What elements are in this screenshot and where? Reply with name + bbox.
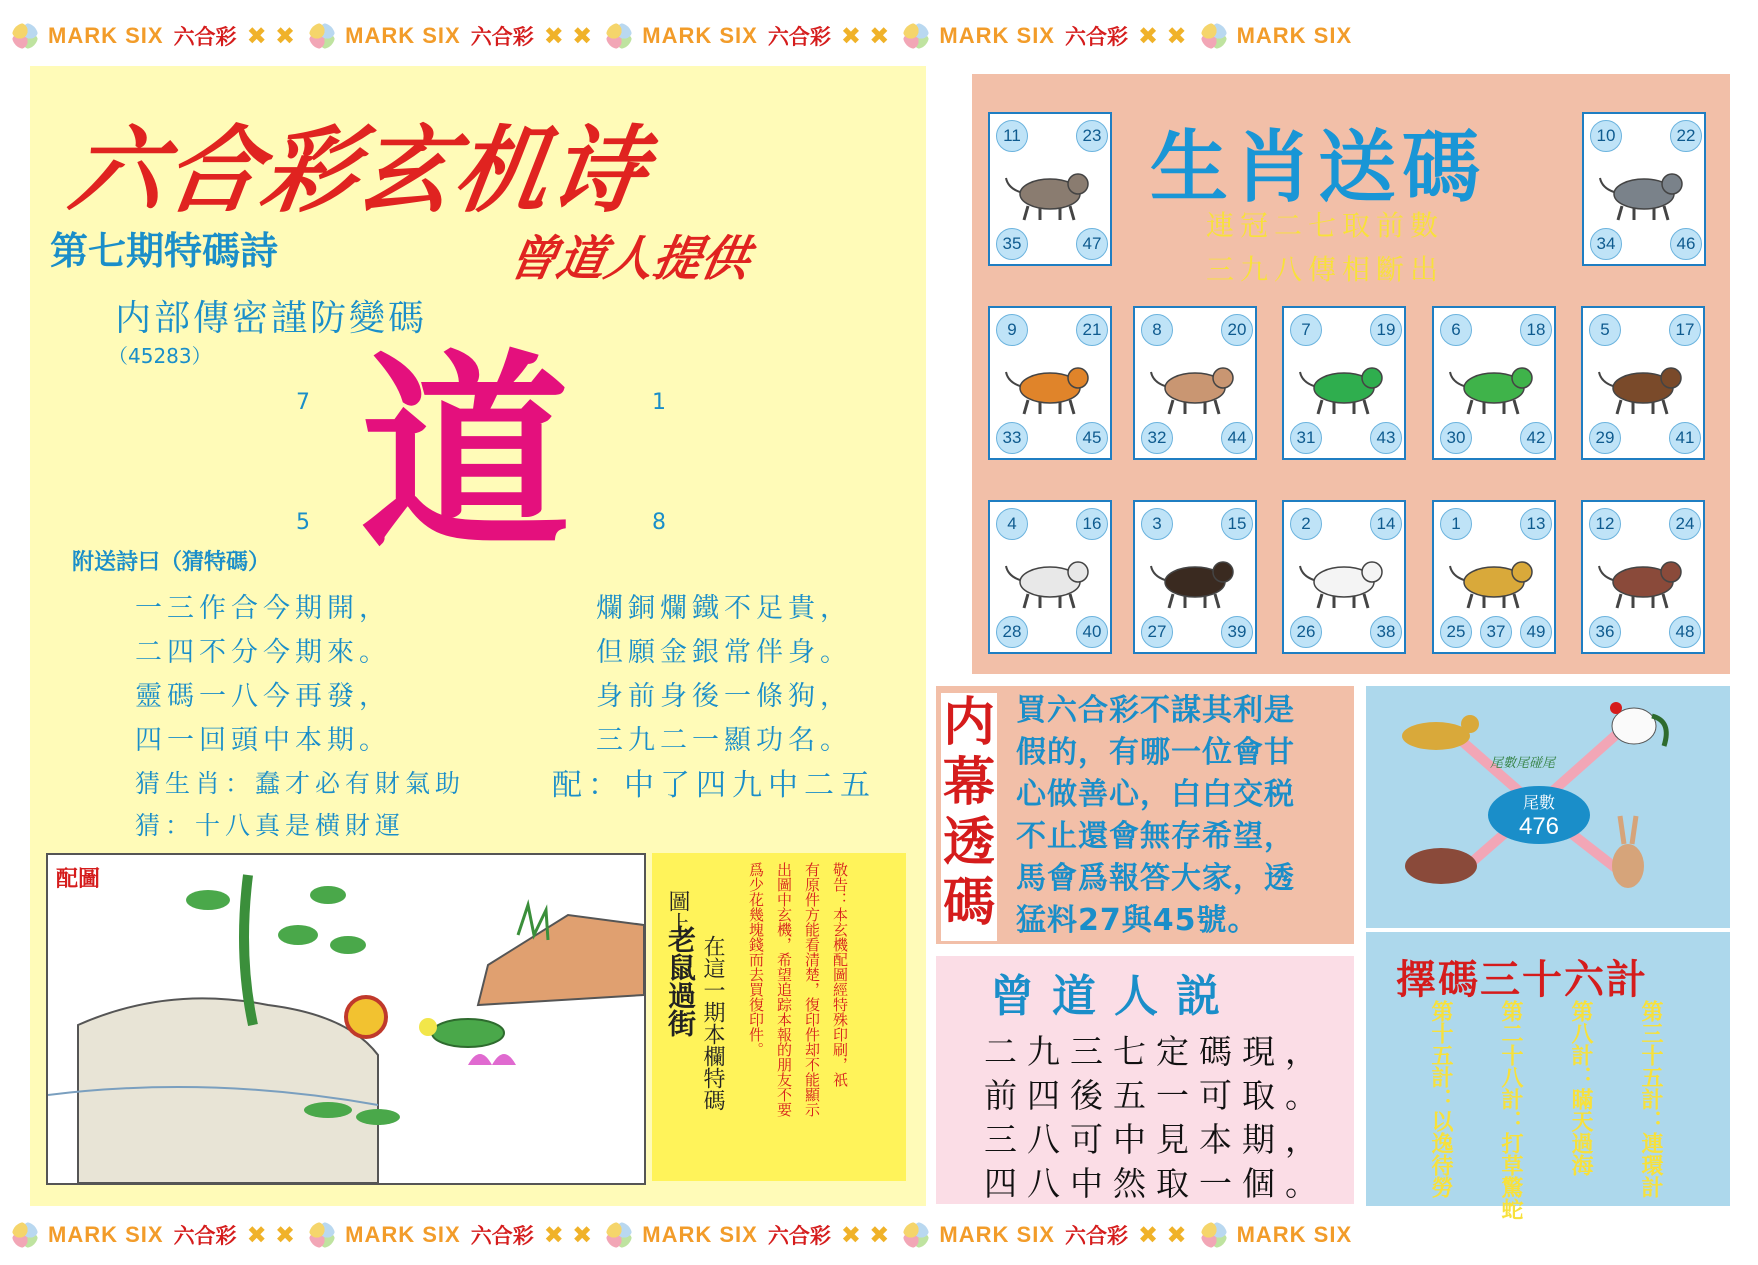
rat-icon [1004,156,1098,224]
main-title: 六合彩玄机诗 [63,117,655,226]
tail-head: 尾數 [1522,793,1555,812]
zodiac-card [1282,500,1406,654]
inside-line: 買六合彩不謀其利是 [1016,693,1295,728]
inside-label: 内幕透碼 [938,690,1000,944]
saying-line: 二九三七定碼現， [984,1032,1328,1071]
number-ball: 44 [1221,422,1253,454]
poem-line: 四一回頭中本期。 [135,725,391,756]
flower-icon [606,23,632,49]
hint-text: 在這一期本欄特碼 [700,935,725,1111]
number-ball: 35 [996,228,1028,260]
number-ball: 29 [1589,422,1621,454]
horse-icon [1597,350,1691,418]
number-ball: 38 [1370,616,1402,648]
number-ball: 19 [1370,314,1402,346]
number-ball: 18 [1520,314,1552,346]
secret-line: 内部傳密謹防變碼 [115,298,428,339]
zodiac-subtitle: 三九八傳相斷出 [1206,253,1445,286]
notice-line: 出圖中玄機，希望追踪本報的朋友不要 [775,862,793,1117]
poem-line: 爛銅爛鐵不足貴， [596,593,852,624]
number-ball: 11 [996,120,1028,152]
tail-value: 476 [1518,813,1560,840]
flower-icon [1201,23,1227,49]
pair-line: 配：中了四九中二五 [552,768,876,803]
flower-icon [12,1222,38,1248]
goat-icon [1004,544,1098,612]
banner-unit: MARK SIX [1201,23,1353,49]
bottom-banner [0,1215,1758,1255]
inside-line: 心做善心，白白交税 [1016,777,1295,812]
poem-line: 三九二一顯功名。 [596,725,852,756]
corner-number-tl: 7 [296,390,310,415]
star-icon: ✖ ✖ [543,1221,593,1249]
number-ball: 6 [1440,314,1472,346]
inside-text [1016,690,1348,942]
guess-zodiac: 猜生肖：蠢才必有財氣助 [135,769,466,798]
zodiac-card [1581,306,1705,460]
zodiac-card [988,500,1112,654]
inside-line: 馬會爲報答大家，透 [1016,861,1295,896]
number-ball: 2 [1290,508,1322,540]
number-ball: 26 [1290,616,1322,648]
poem-line: 一三作合今期開， [135,593,391,624]
dragon-icon [1298,350,1392,418]
rabbit-icon [1149,350,1243,418]
flower-icon [1201,1222,1227,1248]
zodiac-card [1282,306,1406,460]
banner-unit: MARK SIX 六合彩 ✖ ✖ [606,1220,889,1250]
flower-icon [903,1222,929,1248]
number-ball: 12 [1589,508,1621,540]
number-ball: 49 [1520,616,1552,648]
pig-icon [1597,544,1691,612]
number-ball: 5 [1589,314,1621,346]
poem-line: 但願金銀常伴身。 [596,637,852,668]
zodiac-card [1133,500,1257,654]
divider [1366,928,1730,932]
notice-line: 敬告：本玄機配圖經特殊印刷，祇 [831,862,849,1087]
banner-unit: MARK SIX 六合彩 ✖ ✖ [309,21,592,51]
banner-unit: MARK SIX 六合彩 ✖ ✖ [606,21,889,51]
pig-icon [1405,848,1477,884]
inside-line: 猛料27與45號。 [1016,903,1259,938]
star-icon: ✖ ✖ [1137,22,1187,50]
banner-unit: MARK SIX 六合彩 ✖ ✖ [12,21,295,51]
banner-unit: MARK SIX 六合彩 ✖ ✖ [12,1220,295,1250]
poem-line: 二四不分今期來。 [135,637,391,668]
number-ball: 34 [1590,228,1622,260]
number-ball: 17 [1669,314,1701,346]
saying-line: 三八可中見本期， [984,1120,1328,1159]
strategy-item: 第二十八計：打草驚蛇 [1498,1000,1524,1220]
notice-text [742,862,854,1172]
corner-number-bl: 5 [296,510,310,535]
number-ball: 31 [1290,422,1322,454]
flower-icon [12,23,38,49]
star-icon: ✖ ✖ [840,22,890,50]
number-ball: 41 [1669,422,1701,454]
star-icon: ✖ ✖ [840,1221,890,1249]
rooster-icon [1298,544,1392,612]
flower-icon [606,1222,632,1248]
star-icon: ✖ ✖ [1137,1221,1187,1249]
number-ball: 36 [1589,616,1621,648]
number-ball: 24 [1669,508,1701,540]
saying-title: 曾道人説 [990,971,1238,1022]
zodiac-card [1133,306,1257,460]
saying-line: 四八中然取一個。 [984,1164,1328,1203]
zodiac-card [1581,500,1705,654]
guess-special: 猜：十八真是横財運 [135,811,406,840]
number-ball: 45 [1076,422,1108,454]
number-ball: 7 [1290,314,1322,346]
poem-line: 身前身後一條狗， [596,681,852,712]
number-ball: 47 [1076,228,1108,260]
banner-unit: MARK SIX [1201,1222,1353,1248]
strategy-item: 第八計：瞞天過海 [1568,1000,1594,1176]
zodiac-card [988,306,1112,460]
hint-label: 圖上 [665,890,690,934]
tail-badge [1488,786,1590,844]
zodiac-card [988,112,1112,266]
number-ball: 30 [1440,422,1472,454]
number-ball: 21 [1076,314,1108,346]
tail-arc-text: 尾數尾碰尾 [1490,756,1556,771]
number-ball: 20 [1221,314,1253,346]
number-ball: 25 [1440,616,1472,648]
snake-icon [1448,350,1542,418]
star-icon: ✖ ✖ [246,1221,296,1249]
strategy-item: 第十五計：以逸待勞 [1428,1000,1454,1198]
number-ball: 4 [996,508,1028,540]
poem-line: 靈碼一八今再發， [135,681,391,712]
secret-code: （45283） [108,344,212,368]
ox-icon [1598,156,1692,224]
number-ball: 14 [1370,508,1402,540]
number-ball: 46 [1670,228,1702,260]
tiger-icon [1004,350,1098,418]
picture-label: 配圖 [56,866,101,892]
number-ball: 13 [1520,508,1552,540]
zodiac-title: 生肖送碼 [1150,123,1487,213]
top-banner [0,16,1758,56]
zodiac-card [1432,500,1556,654]
corner-number-br: 8 [652,510,666,535]
banner-unit: MARK SIX 六合彩 ✖ ✖ [309,1220,592,1250]
number-ball: 43 [1370,422,1402,454]
number-ball: 28 [996,616,1028,648]
number-ball: 10 [1590,120,1622,152]
number-ball: 37 [1480,616,1512,648]
zodiac-subtitle: 連冠二七取前數 [1206,209,1445,242]
strategy-title: 擇碼三十六計 [1396,957,1648,1003]
star-icon: ✖ ✖ [246,22,296,50]
number-ball: 8 [1141,314,1173,346]
number-ball: 23 [1076,120,1108,152]
number-ball: 1 [1440,508,1472,540]
number-ball: 48 [1669,616,1701,648]
pond-illustration [48,855,644,1183]
provider-title: 曾道人提供 [504,231,755,287]
picture-frame [46,853,646,1185]
corner-number-tr: 1 [652,390,666,415]
number-ball: 16 [1076,508,1108,540]
notice-line: 有原件方能看清楚，復印件却不能顯示 [803,862,821,1117]
banner-unit: MARK SIX 六合彩 ✖ ✖ [903,1220,1186,1250]
inside-line: 假的，有哪一位會甘 [1016,735,1295,770]
poem-intro: 附送詩曰（猜特碼） [72,549,271,575]
number-ball: 9 [996,314,1028,346]
monkey-icon [1149,544,1243,612]
number-ball: 42 [1520,422,1552,454]
number-ball: 39 [1221,616,1253,648]
zodiac-card [1432,306,1556,460]
banner-unit: MARK SIX 六合彩 ✖ ✖ [903,21,1186,51]
inside-line: 不止還會無存希望， [1016,819,1295,854]
number-ball: 15 [1221,508,1253,540]
rabbit-icon [1612,816,1644,888]
number-ball: 3 [1141,508,1173,540]
issue-title: 第七期特碼詩 [50,228,279,273]
notice-line: 爲少花幾塊錢而去買復印件。 [747,862,765,1057]
dog-icon [1448,544,1542,612]
number-ball: 32 [1141,422,1173,454]
zodiac-card [1582,112,1706,266]
strategy-item: 第三十五計：連環計 [1638,1000,1664,1198]
hint-answer: 老鼠過街 [664,925,697,1037]
star-icon: ✖ ✖ [543,22,593,50]
number-ball: 33 [996,422,1028,454]
flower-icon [309,1222,335,1248]
number-ball: 40 [1076,616,1108,648]
big-character: 道 [360,332,571,577]
number-ball: 22 [1670,120,1702,152]
number-ball: 27 [1141,616,1173,648]
saying-line: 前四後五一可取。 [984,1076,1328,1115]
flower-icon [903,23,929,49]
flower-icon [309,23,335,49]
